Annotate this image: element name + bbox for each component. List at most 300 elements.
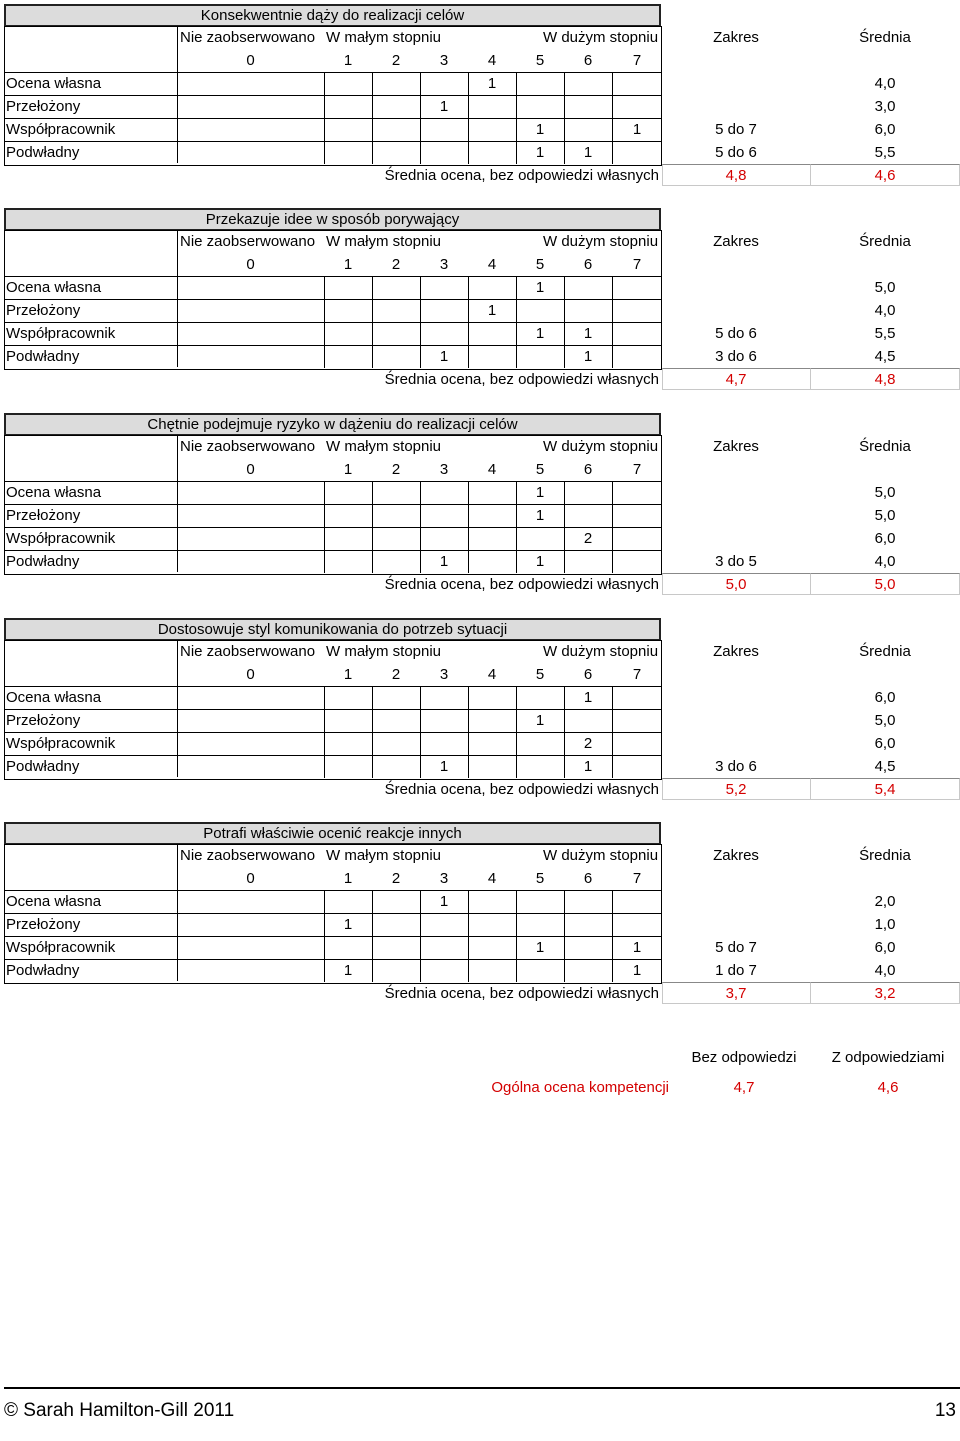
summary-value-with-own: 5,0 [874,576,896,593]
row-label: Przełożony [6,98,81,115]
scale-label: 5 [535,666,545,683]
zakres-cell [662,890,810,913]
score-cell [612,276,662,299]
srednia-cell: 6,0 [874,735,896,752]
overall-label: Ogólna ocena kompetencji [491,1079,669,1096]
score-cell [420,686,468,709]
score-cell [564,481,612,504]
score-cell [177,481,324,504]
header-w-duzym-stopniu: W dużym stopniu [543,438,659,455]
score-cell [177,890,324,913]
score-cell [324,550,372,573]
score-cell: 1 [583,758,593,775]
score-cell [468,732,516,755]
scale-label: 1 [343,256,353,273]
summary-value-without-own: 4,8 [725,167,747,184]
score-cell [612,299,662,322]
score-cell [468,686,516,709]
row-label: Przełożony [6,916,81,933]
score-cell: 1 [439,553,449,570]
row-label: Podwładny [6,758,80,775]
score-cell [324,118,372,141]
row-label: Przełożony [6,507,81,524]
zakres-cell [662,527,810,550]
scale-label: 2 [391,256,401,273]
srednia-cell: 1,0 [874,916,896,933]
competency-block [4,618,960,804]
score-cell: 1 [487,302,497,319]
header-w-malym-stopniu: W małym stopniu [326,233,442,250]
score-cell [372,504,420,527]
score-cell: 1 [535,507,545,524]
score-cell: 2 [583,530,593,547]
score-cell [177,755,324,778]
score-cell [564,936,612,959]
srednia-cell: 2,0 [874,893,896,910]
score-cell: 1 [343,916,353,933]
score-cell [177,504,324,527]
zakres-cell [662,709,810,732]
header-zakres: Zakres [713,29,759,46]
row-label: Podwładny [6,962,80,979]
score-cell [468,527,516,550]
srednia-cell: 5,0 [874,484,896,501]
scale-label: 0 [246,870,255,887]
overall-col1-header: Bez odpowiedzi [691,1049,797,1066]
row-label: Ocena własna [6,484,102,501]
score-cell: 1 [535,121,545,138]
row-label: Podwładny [6,553,80,570]
score-cell [324,72,372,95]
zakres-cell: 5 do 6 [715,325,757,342]
score-cell [372,322,420,345]
score-cell [372,550,420,573]
score-cell [372,913,420,936]
scale-label: 0 [246,666,255,683]
score-cell [177,299,324,322]
zakres-cell [662,732,810,755]
row-label: Współpracownik [6,530,116,547]
summary-label: Średnia ocena, bez odpowiedzi własnych [384,167,659,184]
score-cell [468,890,516,913]
score-cell [468,550,516,573]
score-cell [324,95,372,118]
footer-copyright: © Sarah Hamilton-Gill 2011 [4,1400,235,1421]
score-cell [372,686,420,709]
score-cell [372,481,420,504]
score-cell [468,709,516,732]
score-cell [420,72,468,95]
zakres-cell [662,276,810,299]
score-cell [468,504,516,527]
score-cell [372,890,420,913]
score-cell [372,527,420,550]
summary-label: Średnia ocena, bez odpowiedzi własnych [384,781,659,798]
score-cell [516,95,564,118]
score-cell [372,345,420,368]
header-zakres: Zakres [713,643,759,660]
header-zakres: Zakres [713,438,759,455]
score-cell [468,141,516,164]
score-cell [564,504,612,527]
score-cell [177,686,324,709]
srednia-cell: 6,0 [874,939,896,956]
score-cell [324,276,372,299]
scale-label: 7 [632,870,642,887]
scale-label: 2 [391,870,401,887]
score-cell [468,936,516,959]
score-cell: 1 [439,758,449,775]
score-cell [372,141,420,164]
srednia-cell: 6,0 [874,530,896,547]
score-cell [420,913,468,936]
score-cell [177,913,324,936]
scale-label: 7 [632,461,642,478]
score-cell [177,276,324,299]
zakres-cell: 5 do 7 [715,121,757,138]
score-cell [564,95,612,118]
overall-value-2: 4,6 [877,1079,899,1096]
overall-col2-header: Z odpowiedziami [831,1049,945,1066]
score-cell [420,118,468,141]
block-title: Potrafi właściwie ocenić reakcje innych [4,822,661,845]
score-cell [324,732,372,755]
score-cell: 1 [439,348,449,365]
footer-page-number: 13 [934,1400,956,1421]
row-label: Podwładny [6,348,80,365]
score-cell [177,550,324,573]
score-cell: 1 [535,325,545,342]
score-cell: 1 [439,893,449,910]
score-cell [612,709,662,732]
header-w-malym-stopniu: W małym stopniu [326,847,442,864]
scale-label: 1 [343,461,353,478]
score-cell [612,345,662,368]
header-w-malym-stopniu: W małym stopniu [326,438,442,455]
score-cell [564,72,612,95]
score-cell [420,527,468,550]
row-label: Przełożony [6,302,81,319]
srednia-cell: 4,0 [874,553,896,570]
row-label: Współpracownik [6,735,116,752]
scale-label: 3 [439,666,449,683]
score-cell [372,732,420,755]
score-cell [372,959,420,982]
header-zakres: Zakres [713,847,759,864]
score-cell [516,890,564,913]
header-srednia: Średnia [859,438,911,455]
score-cell [324,141,372,164]
score-cell [177,936,324,959]
block-title: Chętnie podejmuje ryzyko w dążeniu do realizacji celów [4,413,661,436]
score-cell [468,481,516,504]
row-label: Współpracownik [6,121,116,138]
score-cell [516,527,564,550]
header-zakres: Zakres [713,233,759,250]
srednia-cell: 3,0 [874,98,896,115]
score-cell: 1 [632,962,642,979]
header-w-malym-stopniu: W małym stopniu [326,643,442,660]
score-cell: 1 [535,484,545,501]
row-label: Przełożony [6,712,81,729]
score-cell [612,95,662,118]
score-cell [516,755,564,778]
score-cell [372,936,420,959]
header-w-duzym-stopniu: W dużym stopniu [543,29,659,46]
scale-label: 3 [439,256,449,273]
scale-label: 5 [535,52,545,69]
summary-value-without-own: 4,7 [725,371,747,388]
competency-block [4,413,960,599]
zakres-cell [662,299,810,322]
srednia-cell: 5,0 [874,507,896,524]
score-cell [177,141,324,164]
header-nie-zaobserwowano: Nie zaobserwowano [180,643,316,660]
scale-label: 6 [583,461,593,478]
score-cell [177,322,324,345]
scale-label: 3 [439,461,449,478]
summary-value-with-own: 4,6 [874,167,896,184]
score-cell [177,95,324,118]
srednia-cell: 4,5 [874,348,896,365]
row-label: Współpracownik [6,325,116,342]
score-cell: 2 [583,735,593,752]
header-nie-zaobserwowano: Nie zaobserwowano [180,29,316,46]
scale-label: 1 [343,52,353,69]
score-cell [612,72,662,95]
scale-label: 5 [535,256,545,273]
block-title: Przekazuje idee w sposób porywający [4,208,661,231]
score-cell [420,322,468,345]
srednia-cell: 4,5 [874,758,896,775]
summary-value-with-own: 3,2 [874,985,896,1002]
srednia-cell: 5,0 [874,279,896,296]
competency-block [4,822,960,1008]
score-cell [612,481,662,504]
header-w-duzym-stopniu: W dużym stopniu [543,643,659,660]
score-cell [516,299,564,322]
summary-value-without-own: 3,7 [725,985,747,1002]
scale-label: 0 [246,461,255,478]
row-label: Podwładny [6,144,80,161]
score-cell [420,299,468,322]
score-cell: 1 [535,279,545,296]
row-label: Ocena własna [6,75,102,92]
score-cell [612,504,662,527]
score-cell [420,936,468,959]
header-nie-zaobserwowano: Nie zaobserwowano [180,847,316,864]
summary-label: Średnia ocena, bez odpowiedzi własnych [384,985,659,1002]
srednia-cell: 6,0 [874,121,896,138]
zakres-cell: 3 do 6 [715,758,757,775]
score-cell [420,276,468,299]
zakres-cell: 5 do 6 [715,144,757,161]
score-cell [468,913,516,936]
score-cell [420,141,468,164]
score-cell [516,959,564,982]
header-srednia: Średnia [859,29,911,46]
score-cell: 1 [583,689,593,706]
competency-block [4,4,960,190]
score-cell: 1 [439,98,449,115]
score-cell [324,322,372,345]
score-cell: 1 [583,348,593,365]
zakres-cell [662,913,810,936]
scale-label: 2 [391,666,401,683]
score-cell: 1 [583,325,593,342]
score-cell: 1 [535,144,545,161]
score-cell [372,276,420,299]
score-cell: 1 [343,962,353,979]
zakres-cell: 5 do 7 [715,939,757,956]
scale-label: 1 [343,666,353,683]
row-label: Ocena własna [6,689,102,706]
zakres-cell: 3 do 6 [715,348,757,365]
zakres-cell: 3 do 5 [715,553,757,570]
score-cell [612,527,662,550]
srednia-cell: 4,0 [874,962,896,979]
score-cell [372,118,420,141]
score-cell: 1 [535,553,545,570]
score-cell [177,709,324,732]
score-cell [468,755,516,778]
score-cell [420,481,468,504]
score-cell [177,527,324,550]
header-w-duzym-stopniu: W dużym stopniu [543,847,659,864]
summary-value-without-own: 5,0 [725,576,747,593]
score-cell [324,481,372,504]
score-cell [177,959,324,982]
summary-label: Średnia ocena, bez odpowiedzi własnych [384,371,659,388]
scale-label: 0 [246,52,255,69]
scale-label: 3 [439,52,449,69]
zakres-cell [662,686,810,709]
row-label: Współpracownik [6,939,116,956]
block-title: Dostosowuje styl komunikowania do potrzeb sytuacji [4,618,661,641]
block-title: Konsekwentnie dąży do realizacji celów [4,4,661,27]
score-cell [516,72,564,95]
score-cell [516,686,564,709]
scale-label: 4 [487,256,497,273]
score-cell [177,732,324,755]
srednia-cell: 4,0 [874,75,896,92]
scale-label: 6 [583,870,593,887]
score-cell [564,550,612,573]
competency-block [4,208,960,394]
score-cell [468,95,516,118]
srednia-cell: 5,5 [874,144,896,161]
scale-label: 6 [583,256,593,273]
zakres-cell: 1 do 7 [715,962,757,979]
header-nie-zaobserwowano: Nie zaobserwowano [180,233,316,250]
srednia-cell: 4,0 [874,302,896,319]
score-cell [420,732,468,755]
score-cell [612,913,662,936]
scale-label: 4 [487,52,497,69]
score-cell [177,345,324,368]
summary-value-with-own: 5,4 [874,781,896,798]
score-cell [324,890,372,913]
score-cell [420,959,468,982]
score-cell [324,709,372,732]
srednia-cell: 5,0 [874,712,896,729]
scale-label: 4 [487,461,497,478]
header-nie-zaobserwowano: Nie zaobserwowano [180,438,316,455]
score-cell [420,709,468,732]
score-cell [468,276,516,299]
zakres-cell [662,95,810,118]
score-cell [612,890,662,913]
score-cell [468,118,516,141]
score-cell [324,755,372,778]
score-cell [372,72,420,95]
header-srednia: Średnia [859,643,911,660]
summary-value-without-own: 5,2 [725,781,747,798]
footer-rule [4,1387,960,1389]
score-cell [324,527,372,550]
score-cell [564,959,612,982]
score-cell [324,345,372,368]
scale-label: 7 [632,666,642,683]
scale-label: 1 [343,870,353,887]
scale-label: 7 [632,256,642,273]
score-cell [324,936,372,959]
srednia-cell: 6,0 [874,689,896,706]
score-cell [564,299,612,322]
score-cell [612,550,662,573]
scale-label: 3 [439,870,449,887]
score-cell [324,299,372,322]
score-cell [372,709,420,732]
score-cell [564,913,612,936]
score-cell [372,755,420,778]
scale-label: 5 [535,461,545,478]
scale-label: 5 [535,870,545,887]
score-cell [612,755,662,778]
score-cell [612,686,662,709]
score-cell: 1 [583,144,593,161]
score-cell [177,72,324,95]
scale-label: 6 [583,52,593,69]
score-cell: 1 [535,939,545,956]
score-cell [612,732,662,755]
score-cell: 1 [535,712,545,729]
score-cell [612,141,662,164]
row-label: Ocena własna [6,279,102,296]
scale-label: 2 [391,461,401,478]
score-cell: 1 [487,75,497,92]
row-label: Ocena własna [6,893,102,910]
score-cell [324,686,372,709]
header-w-duzym-stopniu: W dużym stopniu [543,233,659,250]
summary-label: Średnia ocena, bez odpowiedzi własnych [384,576,659,593]
score-cell [372,95,420,118]
score-cell [324,504,372,527]
zakres-cell [662,72,810,95]
score-cell [420,504,468,527]
score-cell [612,322,662,345]
summary-value-with-own: 4,8 [874,371,896,388]
scale-label: 2 [391,52,401,69]
overall-value-1: 4,7 [733,1079,755,1096]
scale-label: 0 [246,256,255,273]
score-cell [516,732,564,755]
scale-label: 4 [487,870,497,887]
scale-label: 7 [632,52,642,69]
score-cell [468,959,516,982]
score-cell [564,118,612,141]
score-cell [564,890,612,913]
